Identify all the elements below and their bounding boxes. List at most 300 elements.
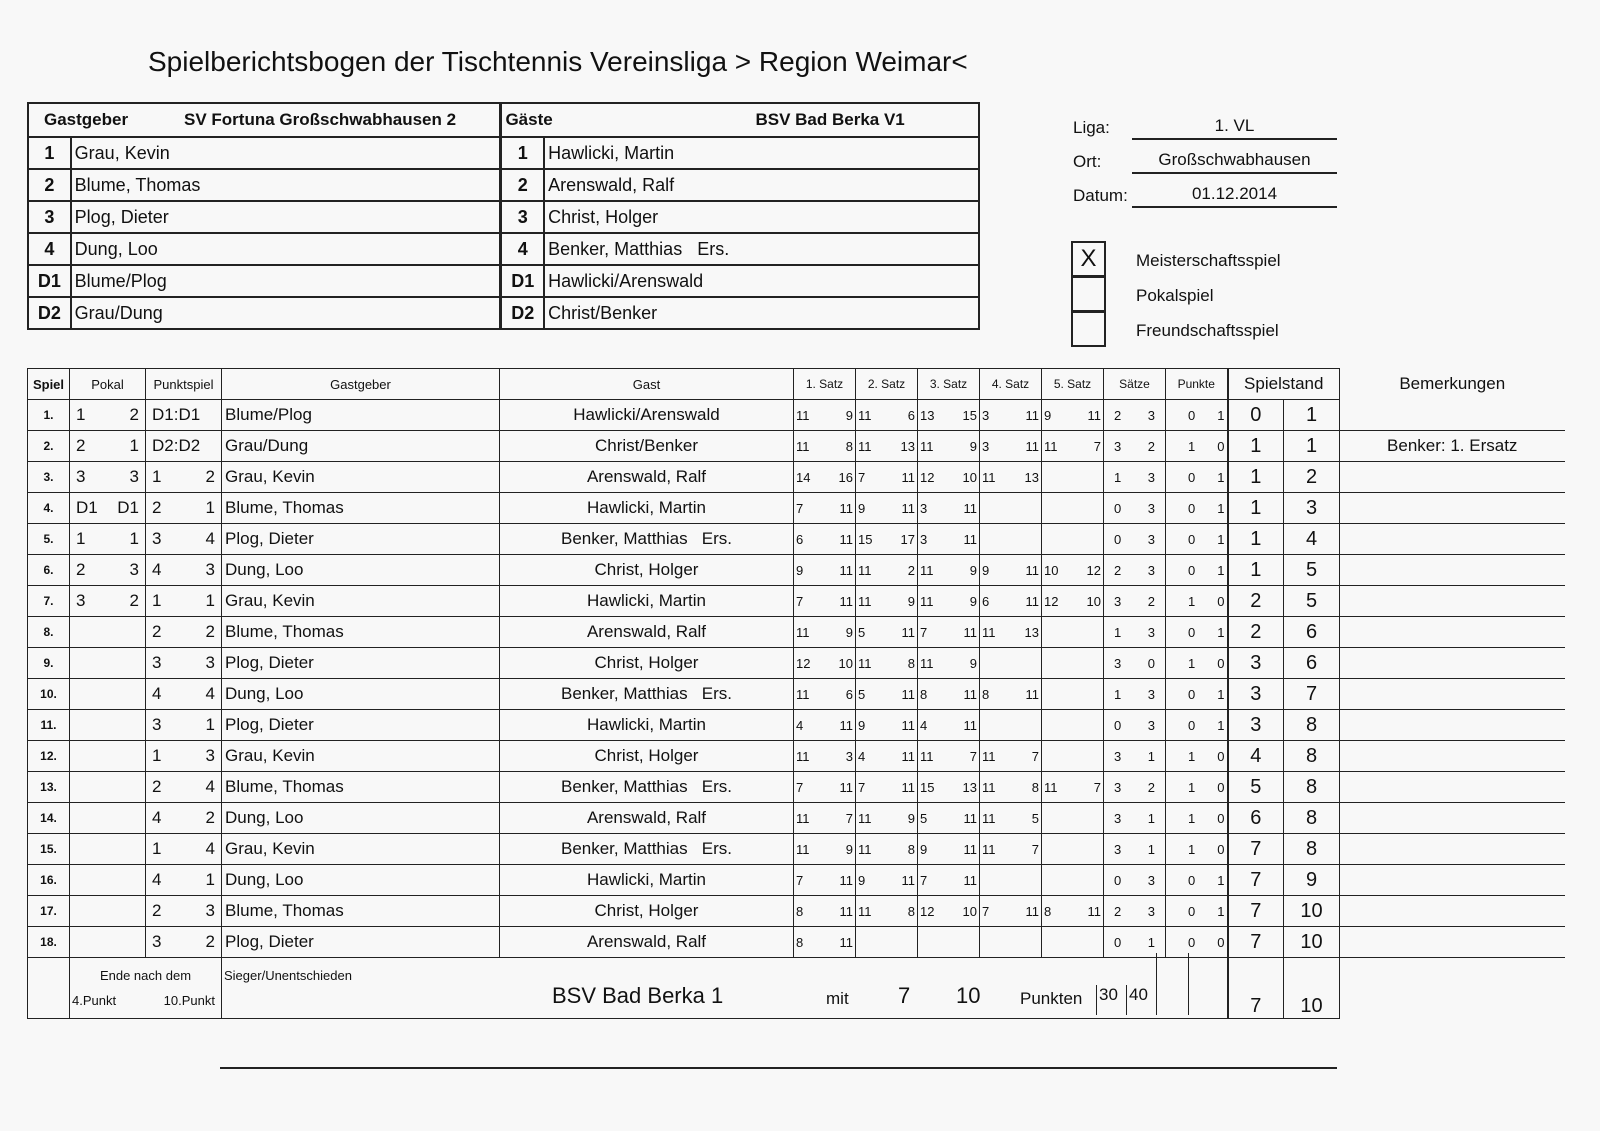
- saetze-home: 0: [1114, 531, 1122, 547]
- set-3-cell: [918, 896, 980, 927]
- label-pokal: Pokalspiel: [1136, 286, 1214, 305]
- stand-guest: 5: [1284, 586, 1340, 617]
- saetze-cell: [1104, 493, 1166, 524]
- punkt-guest: 2: [205, 467, 215, 486]
- game-number: 7.: [28, 586, 70, 617]
- punkte-cell: [1166, 400, 1228, 431]
- ort-value: Großschwabhausen: [1132, 150, 1337, 174]
- hdr-satz3: 3. Satz: [918, 369, 980, 400]
- punkt-home: 3: [152, 653, 162, 672]
- sieger-label: Sieger/Unentschieden: [224, 968, 352, 983]
- set-home-points: 11: [796, 624, 810, 640]
- set-home-points: 7: [796, 872, 804, 888]
- lineup-row: [28, 137, 979, 169]
- set-4-cell: [980, 741, 1042, 772]
- punkte-guest: 1: [1217, 717, 1225, 733]
- stand-guest: 8: [1284, 772, 1340, 803]
- set-home-points: 11: [920, 562, 934, 578]
- punkt-home: 4: [152, 560, 162, 579]
- punkt-guest: 3: [205, 653, 215, 672]
- saetze-guest: 1: [1147, 810, 1155, 826]
- set-home-points: 12: [1044, 593, 1059, 609]
- guest-player: Hawlicki, Martin: [500, 493, 794, 524]
- punkte-guest: 0: [1217, 934, 1225, 950]
- hdr-satz1: 1. Satz: [794, 369, 856, 400]
- saetze-total-home: 30: [1096, 985, 1118, 1015]
- game-number: 9.: [28, 648, 70, 679]
- saetze-guest: 2: [1147, 593, 1155, 609]
- set-1-cell: [794, 803, 856, 834]
- saetze-home: 3: [1114, 810, 1122, 826]
- game-number: 13.: [28, 772, 70, 803]
- liga-label: Liga:: [1073, 118, 1110, 137]
- punkt-guest: 1: [205, 498, 215, 517]
- set-guest-points: 13: [900, 438, 915, 454]
- set-home-points: 9: [858, 500, 866, 516]
- set-home-points: 8: [982, 686, 990, 702]
- game-number: 12.: [28, 741, 70, 772]
- set-5-cell: [1042, 400, 1104, 431]
- guest-player: Arenswald, Ralf: [500, 927, 794, 958]
- lineup-row: [28, 201, 979, 233]
- set-guest-points: 13: [1024, 624, 1039, 640]
- stand-home: 1: [1228, 462, 1284, 493]
- pokal-cell: [70, 462, 146, 493]
- set-5-cell: [1042, 462, 1104, 493]
- pokal-cell: [70, 896, 146, 927]
- set-guest-points: 11: [901, 686, 915, 702]
- punkte-home: 1: [1188, 841, 1196, 857]
- saetze-guest: 3: [1147, 717, 1155, 733]
- set-1-cell: [794, 741, 856, 772]
- stand-guest: 4: [1284, 524, 1340, 555]
- punkt-home: D2:D2: [152, 436, 201, 455]
- set-guest-points: 11: [839, 531, 853, 547]
- punkte-home: 0: [1188, 903, 1196, 919]
- set-3-cell: [918, 462, 980, 493]
- set-5-cell: [1042, 555, 1104, 586]
- saetze-cell: [1104, 803, 1166, 834]
- set-1-cell: [794, 927, 856, 958]
- set-home-points: 11: [858, 903, 872, 919]
- home-player: Dung, Loo: [222, 679, 500, 710]
- set-guest-points: 11: [1087, 407, 1101, 423]
- set-home-points: 11: [920, 655, 934, 671]
- set-home-points: 11: [796, 686, 810, 702]
- set-guest-points: 9: [907, 593, 915, 609]
- bemerkung: [1340, 400, 1565, 431]
- set-home-points: 11: [858, 562, 872, 578]
- set-2-cell: [856, 834, 918, 865]
- set-guest-points: 9: [969, 655, 977, 671]
- home-player: Grau, Kevin: [222, 462, 500, 493]
- set-guest-points: 11: [1087, 903, 1101, 919]
- punkte-guest: 1: [1217, 624, 1225, 640]
- set-home-points: 3: [982, 438, 990, 454]
- home-player: Blume, Thomas: [222, 772, 500, 803]
- saetze-home: 1: [1114, 624, 1122, 640]
- punkte-home: 0: [1188, 469, 1196, 485]
- punkte-home: 1: [1188, 593, 1196, 609]
- pokal-cell: [70, 648, 146, 679]
- punktspiel-cell: [146, 865, 222, 896]
- signature-line: [220, 1067, 1337, 1069]
- set-home-points: 8: [1044, 903, 1052, 919]
- set-guest-points: 13: [1024, 469, 1039, 485]
- set-5-cell: [1042, 679, 1104, 710]
- home-player: Blume/Plog: [222, 400, 500, 431]
- checkbox-meisterschaft[interactable]: X: [1071, 241, 1106, 277]
- guest-player: Hawlicki, Martin: [500, 586, 794, 617]
- punkte-home: 0: [1188, 531, 1196, 547]
- set-2-cell: [856, 462, 918, 493]
- saetze-guest: 3: [1147, 872, 1155, 888]
- set-home-points: 9: [858, 717, 866, 733]
- bemerkung: [1340, 927, 1565, 958]
- stand-home: 7: [1228, 927, 1284, 958]
- set-guest-points: 8: [1031, 779, 1039, 795]
- pokal-cell: [70, 865, 146, 896]
- punkt-guest: 3: [205, 901, 215, 920]
- punkt-guest: 3: [205, 746, 215, 765]
- set-4-cell: [980, 772, 1042, 803]
- set-home-points: 5: [920, 810, 928, 826]
- lineup-row: [28, 297, 979, 329]
- saetze-guest: 3: [1147, 531, 1155, 547]
- hdr-gastgeber: Gastgeber: [222, 369, 500, 400]
- punkte-cell: [1166, 617, 1228, 648]
- saetze-home: 2: [1114, 903, 1122, 919]
- set-5-cell: [1042, 710, 1104, 741]
- set-4-cell: [980, 493, 1042, 524]
- punktspiel-cell: [146, 400, 222, 431]
- guest-slot-number: 4: [501, 233, 544, 265]
- saetze-cell: [1104, 865, 1166, 896]
- set-3-cell: [918, 617, 980, 648]
- set-home-points: 11: [920, 748, 934, 764]
- saetze-cell: [1104, 617, 1166, 648]
- set-home-points: 11: [858, 841, 872, 857]
- saetze-guest: 3: [1147, 686, 1155, 702]
- set-guest-points: 11: [839, 903, 853, 919]
- set-3-cell: [918, 803, 980, 834]
- final-stand-home: 7: [1228, 958, 1284, 1019]
- set-home-points: 7: [920, 624, 928, 640]
- punkt-guest: 4: [205, 839, 215, 858]
- set-3-cell: [918, 679, 980, 710]
- punkten-label: Punkten: [1020, 989, 1083, 1008]
- set-4-cell: [980, 555, 1042, 586]
- set-guest-points: 10: [962, 469, 977, 485]
- set-home-points: 9: [796, 562, 804, 578]
- hdr-bemerkungen: Bemerkungen: [1399, 374, 1506, 393]
- punkte-cell: [1166, 648, 1228, 679]
- punktspiel-cell: [146, 679, 222, 710]
- set-5-cell: [1042, 617, 1104, 648]
- punkt-guest: 1: [205, 870, 215, 889]
- guest-player: Christ/Benker: [544, 297, 979, 329]
- table-row: [28, 803, 1565, 834]
- punkte-cell: [1166, 679, 1228, 710]
- saetze-cell: [1104, 555, 1166, 586]
- set-guest-points: 11: [1025, 438, 1039, 454]
- bemerkung: [1340, 710, 1565, 741]
- guest-player: Christ, Holger: [500, 648, 794, 679]
- stand-guest: 8: [1284, 803, 1340, 834]
- set-guest-points: 11: [963, 531, 977, 547]
- punkte-home: 0: [1188, 500, 1196, 516]
- saetze-home: 0: [1114, 717, 1122, 733]
- punkte-guest: 0: [1217, 655, 1225, 671]
- home-slot-number: 2: [28, 169, 71, 201]
- set-1-cell: [794, 493, 856, 524]
- home-slot-number: 3: [28, 201, 71, 233]
- pokal-cell: [70, 834, 146, 865]
- set-2-cell: [856, 803, 918, 834]
- set-2-cell: [856, 617, 918, 648]
- game-number: 8.: [28, 617, 70, 648]
- guest-player: Arenswald, Ralf: [500, 617, 794, 648]
- set-2-cell: [856, 927, 918, 958]
- guest-player: Christ/Benker: [500, 431, 794, 462]
- set-home-points: 4: [858, 748, 866, 764]
- punkt-home: 4: [152, 684, 162, 703]
- pokal-home: 2: [76, 560, 86, 579]
- set-guest-points: 7: [1031, 748, 1039, 764]
- pokal-guest: 1: [129, 529, 139, 548]
- saetze-guest: 3: [1147, 500, 1155, 516]
- set-guest-points: 5: [1031, 810, 1039, 826]
- lineup-table: [27, 102, 980, 330]
- guest-player: Hawlicki, Martin: [544, 137, 979, 169]
- pokal-guest: 1: [129, 436, 139, 455]
- saetze-guest: 1: [1147, 748, 1155, 764]
- punkte-guest: 1: [1217, 407, 1225, 423]
- set-guest-points: 7: [1093, 438, 1101, 454]
- hdr-satz4: 4. Satz: [980, 369, 1042, 400]
- set-home-points: 11: [1044, 779, 1058, 795]
- liga-value: 1. VL: [1132, 116, 1337, 140]
- punktspiel-cell: [146, 555, 222, 586]
- punkt-guest: 4: [205, 684, 215, 703]
- punktspiel-cell: [146, 462, 222, 493]
- set-guest-points: 6: [845, 686, 853, 702]
- saetze-cell: [1104, 679, 1166, 710]
- saetze-guest: 3: [1147, 903, 1155, 919]
- punkte-guest: 0: [1217, 810, 1225, 826]
- hdr-spiel: Spiel: [28, 369, 70, 400]
- set-1-cell: [794, 896, 856, 927]
- hdr-saetze: Sätze: [1104, 369, 1166, 400]
- set-1-cell: [794, 834, 856, 865]
- home-player: Plog, Dieter: [222, 648, 500, 679]
- set-guest-points: 11: [839, 562, 853, 578]
- set-home-points: 11: [1044, 438, 1058, 454]
- lineup-row: [28, 169, 979, 201]
- pokal-home: 3: [76, 467, 86, 486]
- game-number: 6.: [28, 555, 70, 586]
- set-5-cell: [1042, 772, 1104, 803]
- set-guest-points: 7: [1031, 841, 1039, 857]
- bemerkung: [1340, 772, 1565, 803]
- stand-home: 1: [1228, 524, 1284, 555]
- set-4-cell: [980, 834, 1042, 865]
- set-4-cell: [980, 679, 1042, 710]
- punkte-home: 1: [1188, 748, 1196, 764]
- set-guest-points: 8: [907, 841, 915, 857]
- punkte-guest: 0: [1217, 779, 1225, 795]
- set-home-points: 6: [982, 593, 990, 609]
- pokal-guest: 3: [129, 467, 139, 486]
- saetze-home: 3: [1114, 748, 1122, 764]
- game-number: 17.: [28, 896, 70, 927]
- stand-home: 1: [1228, 493, 1284, 524]
- set-4-cell: [980, 710, 1042, 741]
- saetze-guest: 3: [1147, 469, 1155, 485]
- punkt-home: 1: [152, 467, 162, 486]
- set-guest-points: 3: [845, 748, 853, 764]
- guest-label: Gäste: [505, 110, 553, 129]
- punkte-cell: [1166, 741, 1228, 772]
- set-4-cell: [980, 524, 1042, 555]
- home-slot-number: D2: [28, 297, 71, 329]
- saetze-cell: [1104, 710, 1166, 741]
- set-guest-points: 11: [963, 841, 977, 857]
- punkt-home: 1: [152, 746, 162, 765]
- punkte-home: 0: [1188, 872, 1196, 888]
- punkte-guest: 1: [1217, 500, 1225, 516]
- set-2-cell: [856, 400, 918, 431]
- home-player: Plog, Dieter: [222, 710, 500, 741]
- set-4-cell: [980, 648, 1042, 679]
- set-home-points: 3: [982, 407, 990, 423]
- table-row: [28, 834, 1565, 865]
- set-guest-points: 7: [969, 748, 977, 764]
- set-home-points: 4: [796, 717, 804, 733]
- set-3-cell: [918, 865, 980, 896]
- guest-player: Christ, Holger: [500, 896, 794, 927]
- checkbox-freundschaft[interactable]: [1071, 311, 1106, 347]
- set-guest-points: 11: [839, 593, 853, 609]
- home-header: [28, 103, 501, 137]
- punkte-guest: 1: [1217, 872, 1225, 888]
- home-player: Blume, Thomas: [222, 493, 500, 524]
- set-home-points: 7: [982, 903, 990, 919]
- home-slot-number: 1: [28, 137, 71, 169]
- set-5-cell: [1042, 586, 1104, 617]
- saetze-cell: [1104, 834, 1166, 865]
- set-3-cell: [918, 648, 980, 679]
- bemerkung: [1340, 834, 1565, 865]
- punkte-cell: [1166, 431, 1228, 462]
- table-row: [28, 741, 1565, 772]
- checkbox-pokal[interactable]: [1071, 276, 1106, 312]
- set-guest-points: 10: [838, 655, 853, 671]
- set-2-cell: [856, 431, 918, 462]
- pokal-home: 3: [76, 591, 86, 610]
- hdr-satz5: 5. Satz: [1042, 369, 1104, 400]
- set-3-cell: [918, 741, 980, 772]
- set-guest-points: 9: [845, 841, 853, 857]
- stand-home: 3: [1228, 710, 1284, 741]
- saetze-home: 3: [1114, 779, 1122, 795]
- datum-value: 01.12.2014: [1132, 184, 1337, 208]
- set-guest-points: 9: [969, 593, 977, 609]
- set-4-cell: [980, 803, 1042, 834]
- punkte-home: 1: [1188, 655, 1196, 671]
- table-row: [28, 555, 1565, 586]
- pokal-cell: [70, 493, 146, 524]
- punkte-home: 1: [1188, 810, 1196, 826]
- guest-player: Benker, Matthias Ers.: [500, 679, 794, 710]
- punkt-home: 4: [152, 870, 162, 889]
- set-1-cell: [794, 679, 856, 710]
- label-meisterschaft: Meisterschaftsspiel: [1136, 251, 1281, 270]
- set-guest-points: 11: [1025, 903, 1039, 919]
- punkte-cell: [1166, 803, 1228, 834]
- home-player: Dung, Loo: [222, 803, 500, 834]
- saetze-home: 3: [1114, 438, 1122, 454]
- table-row: [28, 648, 1565, 679]
- set-3-cell: [918, 400, 980, 431]
- ort-label: Ort:: [1073, 152, 1102, 171]
- set-1-cell: [794, 555, 856, 586]
- table-row: [28, 493, 1565, 524]
- guest-slot-number: 1: [501, 137, 544, 169]
- pokal-guest: 2: [129, 591, 139, 610]
- table-row: [28, 772, 1565, 803]
- set-home-points: 7: [858, 779, 866, 795]
- punktspiel-cell: [146, 493, 222, 524]
- pokal-cell: [70, 617, 146, 648]
- set-3-cell: [918, 927, 980, 958]
- set-3-cell: [918, 524, 980, 555]
- punkte-home: 0: [1188, 624, 1196, 640]
- guest-player: Hawlicki/Arenswald: [544, 265, 979, 297]
- set-guest-points: 13: [962, 779, 977, 795]
- set-4-cell: [980, 431, 1042, 462]
- set-home-points: 15: [920, 779, 935, 795]
- home-label: Gastgeber: [44, 110, 129, 129]
- home-player: Dung, Loo: [71, 233, 501, 265]
- set-4-cell: [980, 617, 1042, 648]
- set-3-cell: [918, 834, 980, 865]
- punkt-guest: 2: [205, 622, 215, 641]
- set-home-points: 11: [796, 841, 810, 857]
- set-guest-points: 11: [963, 686, 977, 702]
- stand-home: 1: [1228, 555, 1284, 586]
- bemerkung: [1340, 555, 1565, 586]
- pokal-guest: 2: [129, 405, 139, 424]
- set-guest-points: 16: [838, 469, 853, 485]
- set-guest-points: 11: [839, 872, 853, 888]
- saetze-cell: [1104, 648, 1166, 679]
- set-5-cell: [1042, 927, 1104, 958]
- set-2-cell: [856, 586, 918, 617]
- hdr-gast: Gast: [500, 369, 794, 400]
- punktspiel-cell: [146, 896, 222, 927]
- home-team: SV Fortuna Großschwabhausen 2: [184, 110, 457, 129]
- set-guest-points: 8: [907, 903, 915, 919]
- bemerkung: [1340, 741, 1565, 772]
- saetze-home: 2: [1114, 407, 1122, 423]
- set-3-cell: [918, 555, 980, 586]
- set-home-points: 10: [1044, 562, 1059, 578]
- set-guest-points: 11: [963, 717, 977, 733]
- set-home-points: 11: [858, 438, 872, 454]
- set-home-points: 11: [982, 841, 996, 857]
- home-player: Plog, Dieter: [222, 524, 500, 555]
